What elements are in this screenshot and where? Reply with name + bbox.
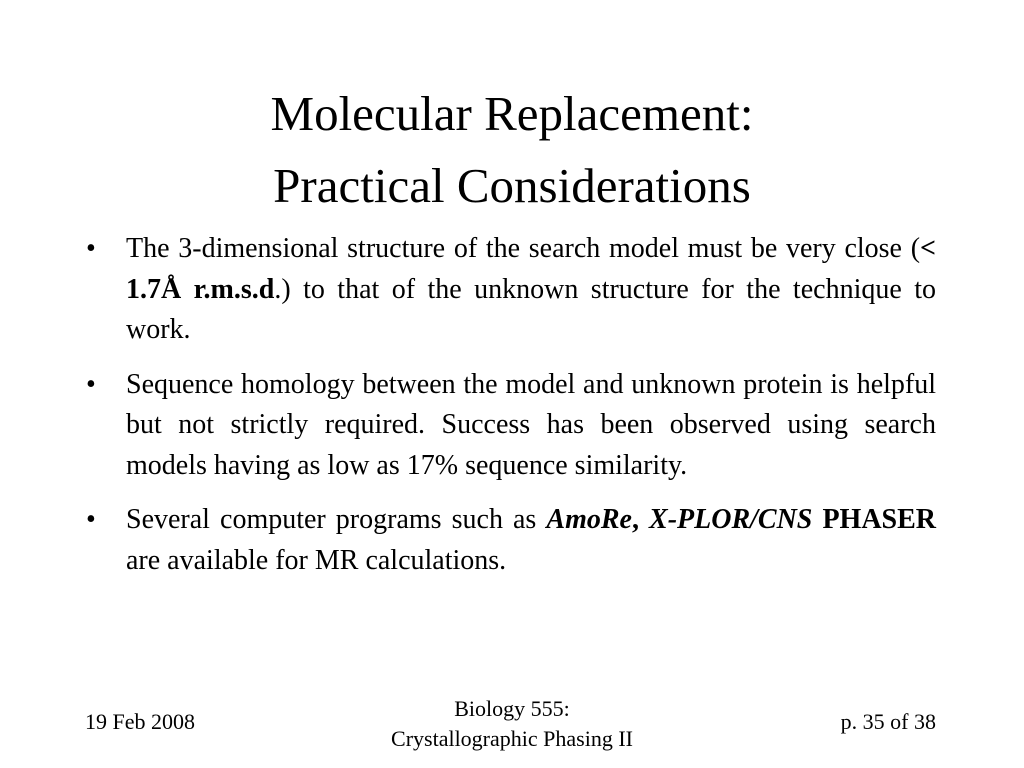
slide-title-line-1: Molecular Replacement:: [270, 86, 754, 141]
bullet-item-programs: [84, 500, 936, 581]
program-xplor-cns: X-PLOR/CNS: [649, 504, 813, 535]
footer-course-line-2: Crystallographic Phasing II: [391, 726, 633, 751]
footer-page-number: p. 35 of 38: [840, 709, 936, 734]
bullet-text: are available for MR calculations.: [126, 544, 507, 576]
bullet-text: Sequence homology between the model and unknown protein is helpful but not strictly required. Success has been observed using search models having as low as 17% sequence similarity.: [126, 368, 936, 481]
separator: [812, 504, 822, 535]
bullet-text: Several computer programs such as: [126, 504, 547, 535]
bullet-text: The 3-dimensional structure of the search model must be very close (: [126, 233, 921, 264]
footer-course-line-1: Biology 555:: [454, 696, 570, 721]
program-amore: AmoRe: [546, 504, 632, 535]
slide-title-line-2: Practical Considerations: [273, 158, 751, 213]
bullet-text: .) to that of the unknown structure for the technique to work.: [126, 273, 936, 345]
bullet-item-structure-similarity: [84, 229, 936, 351]
bullet-dot-icon: •: [86, 368, 96, 400]
rmsd-threshold: < 1.7Å r.m.s.d: [126, 233, 936, 305]
bullet-dot-icon: •: [86, 504, 96, 535]
bullet-dot-icon: •: [86, 233, 96, 264]
bullet-list: [84, 229, 936, 595]
slide-title: [0, 78, 1024, 222]
program-phaser: PHASER: [822, 504, 937, 535]
footer-course: [362, 694, 662, 754]
separator: ,: [631, 504, 650, 535]
footer-date: 19 Feb 2008: [85, 709, 195, 734]
bullet-item-sequence-homology: [84, 365, 936, 487]
